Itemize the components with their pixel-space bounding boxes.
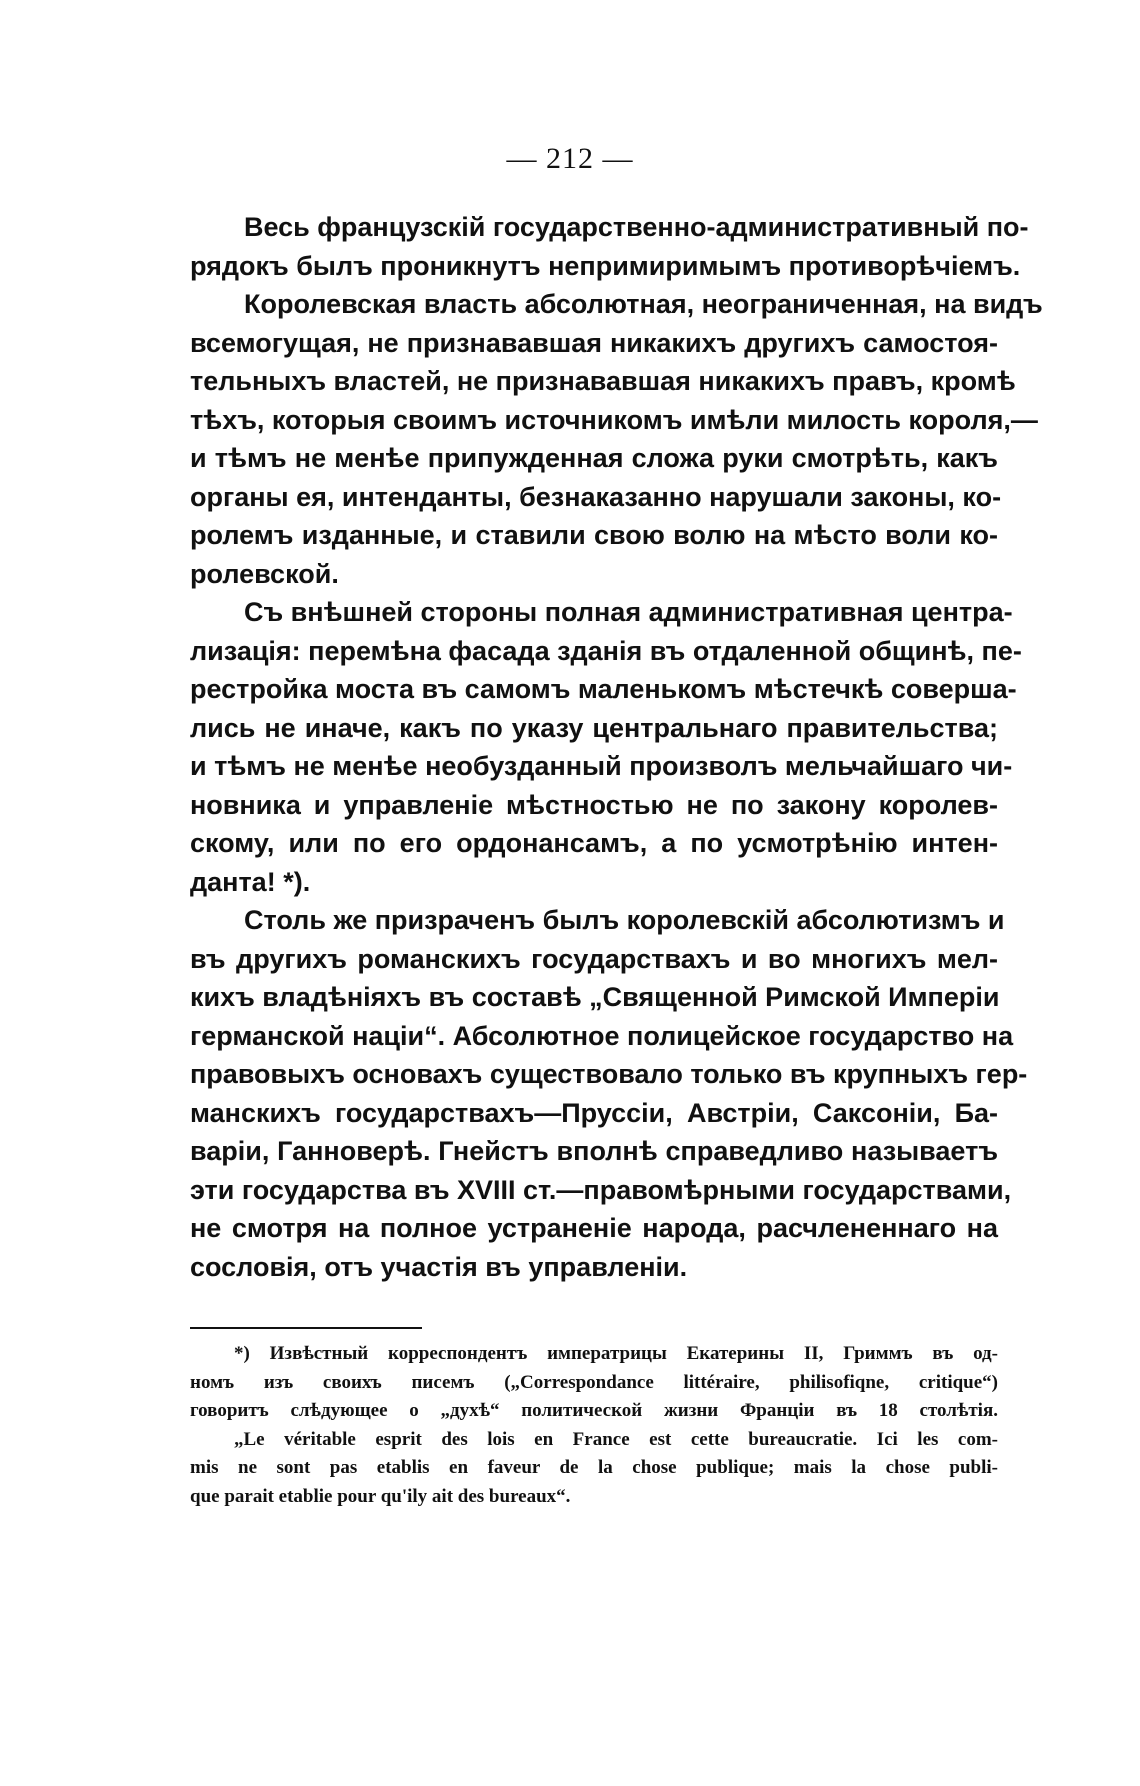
text-line: кихъ владѣніяхъ въ составѣ „Священной Римской Имперіи <box>190 982 1000 1012</box>
text-line: манскихъ государствахъ—Пруссіи, Австріи, Саксоніи, Ба- <box>190 1097 998 1128</box>
text-line: скому, или по его ордонансамъ, а по усмотрѣнію интен- <box>190 828 998 858</box>
text-line: и тѣмъ не менѣе необузданный произволъ мельчайшаго чи- <box>190 751 1013 781</box>
text-line: Весь французскій государственно-административный по- <box>244 212 1029 242</box>
text-line: Столь же призраченъ былъ королевскій абсолютизмъ и <box>244 905 1005 935</box>
text-line: Съ внѣшней стороны полная административная центра- <box>244 597 1013 627</box>
text-line: ролевской. <box>190 558 339 589</box>
text-line: новника и управленіе мѣстностью не по закону королев- <box>190 789 998 820</box>
footnote-line: „Le véritable esprit des lois en France est cette bureaucratie. Ici les com- <box>234 1428 998 1450</box>
text-line: сословія, отъ участія въ управленіи. <box>190 1251 688 1282</box>
text-line: рядокъ былъ проникнутъ непримиримымъ противорѣчіемъ. <box>190 250 1021 281</box>
text-line: рестройка моста въ самомъ маленькомъ мѣстечкѣ соверша- <box>190 674 1017 704</box>
text-line: и тѣмъ не менѣе припужденная сложа руки смотрѣть, какъ <box>190 443 998 473</box>
footnote-line: *) Извѣстный корреспондентъ императрицы Екатерины II, Гриммъ въ од- <box>234 1343 998 1364</box>
text-line: тѣхъ, которыя своимъ источникомъ имѣли милость короля,— <box>190 404 1038 435</box>
page-number: — 212 — <box>506 142 634 175</box>
footnote-line: mis ne sont pas etablis en faveur de la chose publique; mais la chose publi- <box>190 1457 998 1478</box>
footnote-divider <box>190 1327 422 1329</box>
text-line: не смотря на полное устраненіе народа, расчлененнаго на <box>190 1213 998 1243</box>
text-line: лизація: перемѣна фасада зданія въ отдаленной общинѣ, пе- <box>190 635 1022 666</box>
text-line: германской націи“. Абсолютное полицейское государство на <box>190 1020 1014 1051</box>
text-line: органы ея, интенданты, безнаказанно нарушали законы, ко- <box>190 481 1002 512</box>
text-line: эти государства въ XVIII ст.—правомѣрными государствами, <box>190 1174 1012 1205</box>
text-line: тельныхъ властей, не признававшая никакихъ правъ, кромѣ <box>190 366 1016 396</box>
main-text <box>190 208 1043 1286</box>
text-line: ролемъ изданные, и ставили свою волю на мѣсто воли ко- <box>190 520 998 550</box>
text-line: лись не иначе, какъ по указу центральнаго правительства; <box>190 712 998 743</box>
text-line: Королевская власть абсолютная, неограниченная, на видъ <box>244 289 1043 319</box>
text-line: данта! *). <box>190 866 311 897</box>
text-line: всемогущая, не признававшая никакихъ другихъ самостоя- <box>190 327 998 358</box>
footnote-line: que parait etablie pour qu'ily ait des bureaux“. <box>190 1485 571 1507</box>
footnote-line: номъ изъ своихъ писемъ („Correspondance littéraire, philisofiqne, critique“) <box>190 1371 998 1393</box>
footnote-line: говоритъ слѣдующее о „духѣ“ политической жизни Франціи въ 18 столѣтія. <box>190 1400 998 1421</box>
text-line: варіи, Ганноверѣ. Гнейстъ вполнѣ справедливо называетъ <box>190 1136 998 1166</box>
text-line: правовыхъ основахъ существовало только въ крупныхъ гер- <box>190 1059 1028 1089</box>
text-line: въ другихъ романскихъ государствахъ и во многихъ мел- <box>190 943 998 974</box>
footnotes <box>190 1340 998 1511</box>
